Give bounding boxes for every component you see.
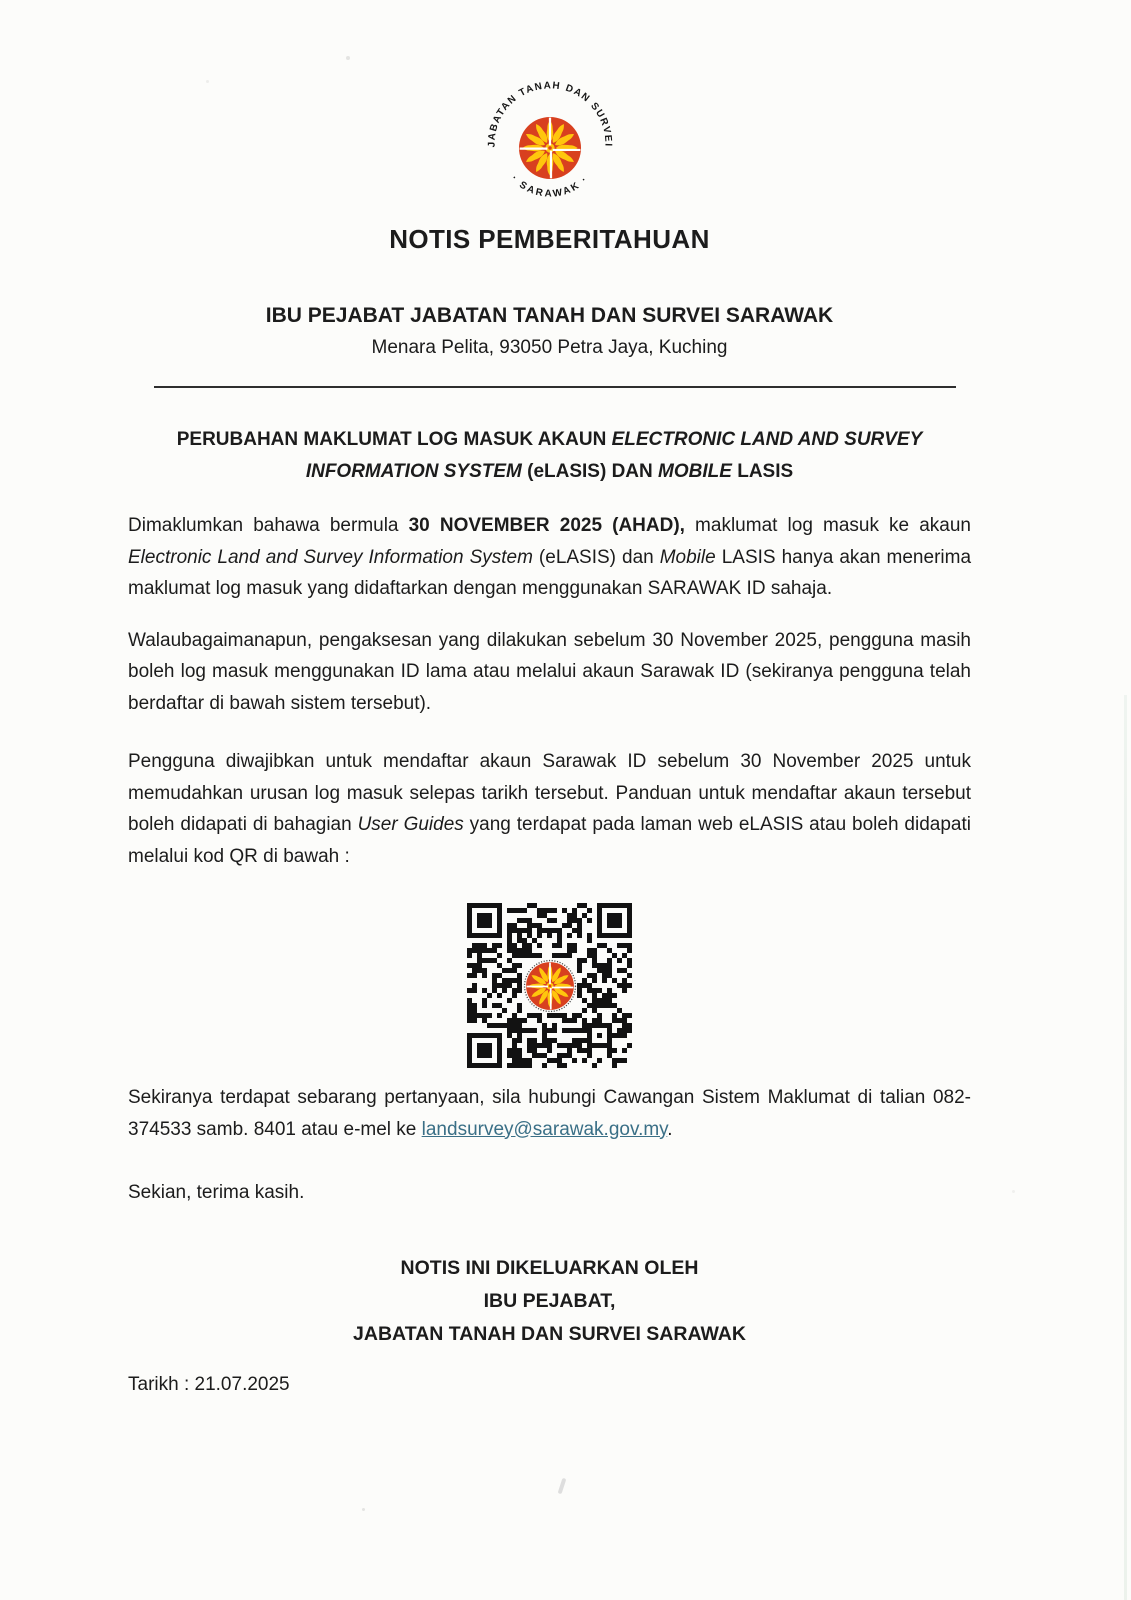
office-address: Menara Pelita, 93050 Petra Jaya, Kuching <box>371 337 728 358</box>
paragraph-registration <box>128 746 971 872</box>
text-run: LASIS hanya akan menerima maklumat log masuk yang didaftarkan dengan menggunakan SARAWAK ID sahaja. <box>128 546 972 599</box>
notice-title: NOTIS PEMBERITAHUAN <box>389 224 710 254</box>
text-run: Electronic Land and Survey Information System <box>128 546 533 568</box>
closing-text: Sekian, terima kasih. <box>128 1182 305 1203</box>
qr-center-seal-icon <box>522 958 578 1014</box>
text-run: MOBILE <box>658 461 732 482</box>
department-seal-icon <box>472 78 628 210</box>
office-name: IBU PEJABAT JABATAN TANAH DAN SURVEI SARAWAK <box>265 304 834 327</box>
text-run: Walaubagaimanapun, pengaksesan yang dilakukan sebelum 30 November 2025, pengguna masih boleh log masuk menggunakan ID lama atau melalui akaun Sarawak ID (sekiranya pengguna telah berdaftar di bawah sistem tersebut). <box>128 629 971 714</box>
text-run: PERUBAHAN MAKLUMAT LOG MASUK AKAUN <box>176 429 612 450</box>
paragraph-effective-date <box>128 510 971 605</box>
seal-arc-bottom-text: · SARAWAK · <box>508 173 591 200</box>
divider-line <box>154 386 956 388</box>
subject-heading <box>134 424 965 488</box>
agency-logo <box>128 78 971 210</box>
scan-speck <box>362 1508 365 1511</box>
text-run: Sekiranya terdapat sebarang pertanyaan, sila hubungi Cawangan Sistem Maklumat di talian 082-374533 samb. 8401 atau e-mel ke <box>128 1087 971 1140</box>
qr-code <box>467 903 632 1068</box>
seal-arc-top-text: JABATAN TANAH DAN SURVEI <box>486 80 614 148</box>
scan-speck <box>1012 1190 1015 1193</box>
text-run: maklumat log masuk ke akaun <box>684 515 972 536</box>
scan-speck <box>346 56 350 60</box>
text-run: 30 NOVEMBER 2025 (AHAD), <box>408 515 685 536</box>
scan-speck <box>206 80 209 83</box>
text-run: Pengguna diwajibkan untuk mendaftar akaun Sarawak ID sebelum 30 November 2025 untuk memudahkan urusan log masuk selepas tarikh tersebut. Panduan untuk mendaftar akaun tersebut boleh didapati di bahagian <box>128 751 971 835</box>
paragraph-transition <box>128 625 971 720</box>
text-run: LASIS <box>731 461 794 482</box>
text-run: Dimaklumkan bahawa bermula <box>128 515 409 536</box>
issuer-block <box>128 1252 971 1351</box>
text-run: (eLASIS) dan <box>532 546 660 568</box>
email-link[interactable]: landsurvey@sarawak.gov.my <box>421 1118 668 1140</box>
text-run: . <box>667 1118 673 1140</box>
text-run: Mobile <box>659 546 716 568</box>
text-run: yang terdapat pada laman web eLASIS atau boleh didapati melalui kod QR di bawah : <box>128 814 971 867</box>
issuer-line-1: NOTIS INI DIKELUARKAN OLEH <box>400 1257 699 1279</box>
paragraph-contact <box>128 1082 971 1145</box>
date-line: Tarikh : 21.07.2025 <box>128 1374 290 1395</box>
scan-speck <box>558 1478 567 1494</box>
issuer-line-2: IBU PEJABAT, <box>483 1290 616 1312</box>
text-run: User Guides <box>357 814 464 835</box>
issuer-line-3: JABATAN TANAH DAN SURVEI SARAWAK <box>353 1323 746 1345</box>
text-run: (eLASIS) DAN <box>521 461 659 482</box>
scan-edge-artifact <box>1124 695 1127 1600</box>
text-run: ELECTRONIC LAND AND SURVEY INFORMATION SYSTEM <box>305 429 923 482</box>
